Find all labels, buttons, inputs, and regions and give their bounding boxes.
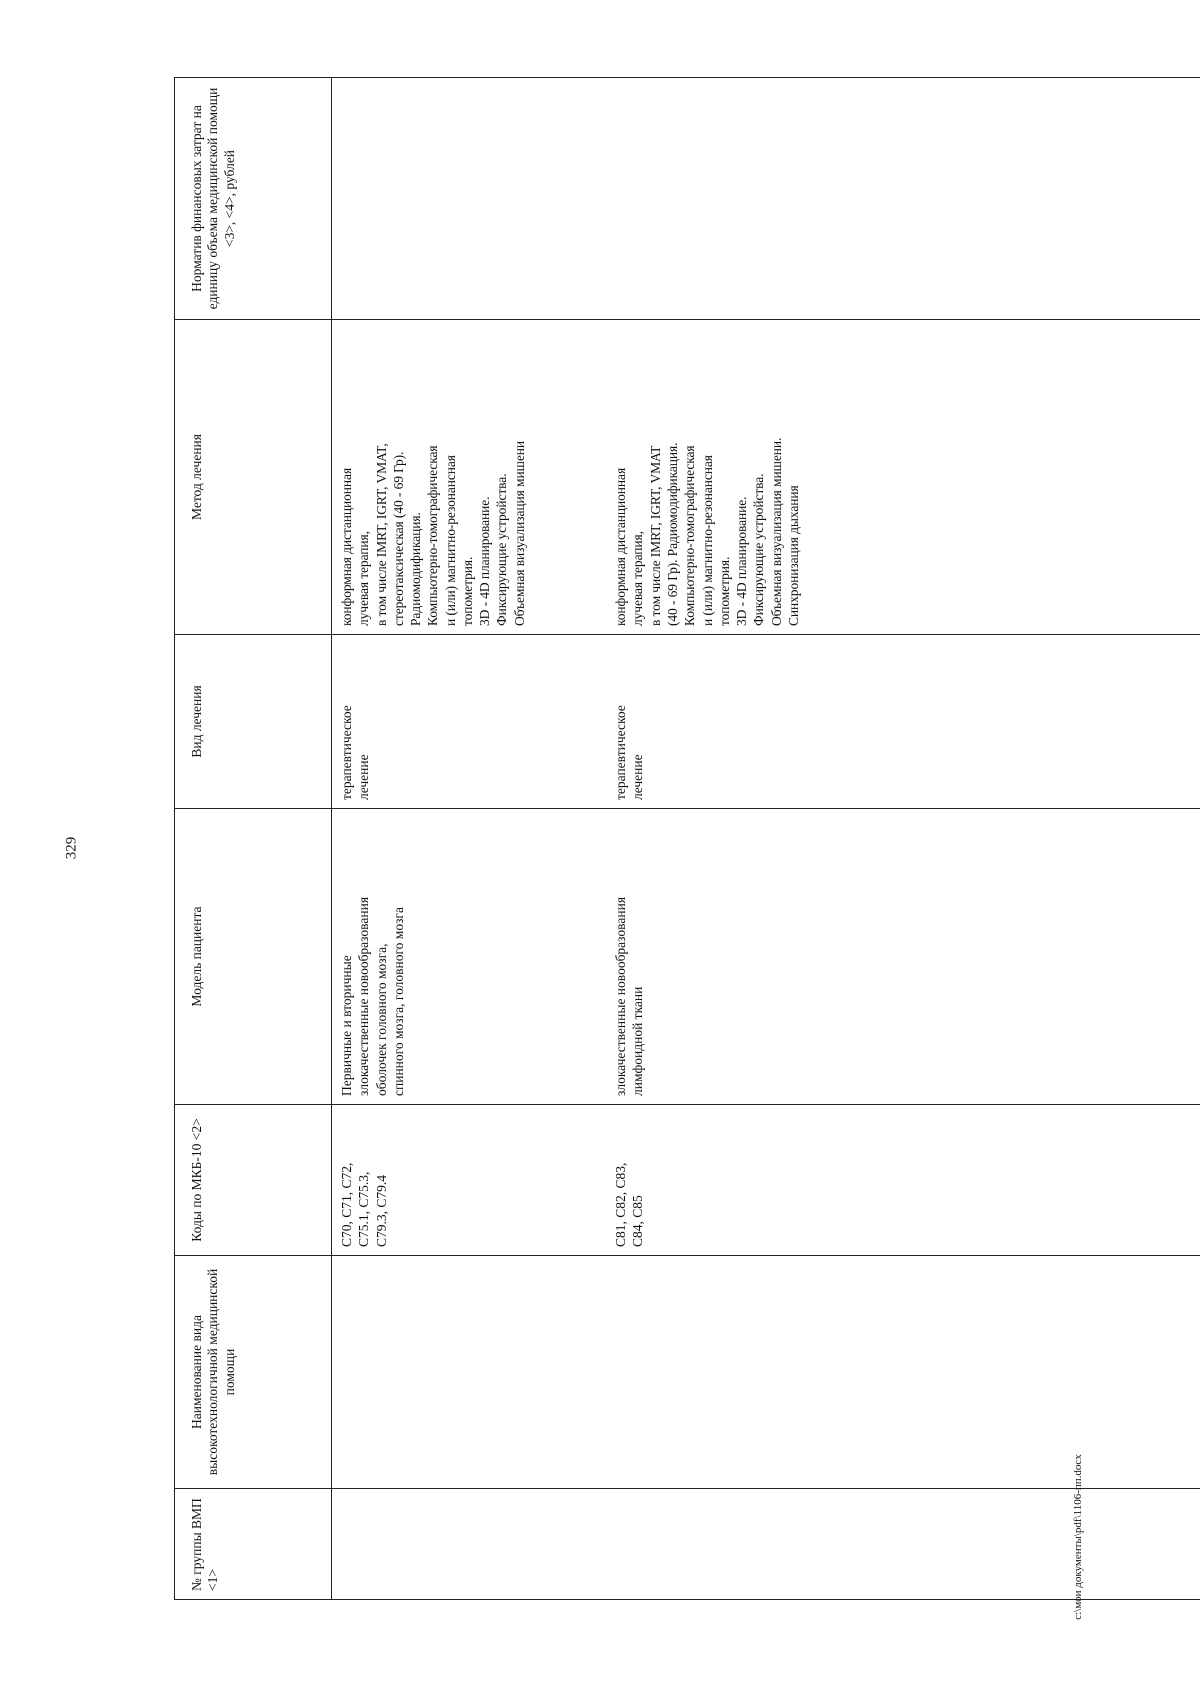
cell-icd-codes: C70, C71, C72, C75.1, C75.3, C79.3, C79.4 xyxy=(332,1105,613,1256)
header-cost-standard: Норматив финансовых затрат на единицу объема медицинской помощи <3>, <4>, рублей xyxy=(175,78,332,320)
header-patient-model: Модель пациента xyxy=(175,809,332,1105)
cell-group-number xyxy=(332,1489,613,1600)
header-row xyxy=(175,78,332,1600)
cell-icd-codes: C81, C82, C83, C84, C85 xyxy=(612,1105,1200,1256)
header-treatment-method: Метод лечения xyxy=(175,320,332,635)
table-row xyxy=(612,78,1200,1600)
cell-vmp-name xyxy=(332,1256,613,1489)
header-icd-codes: Коды по МКБ-10 <2> xyxy=(175,1105,332,1256)
vmp-table xyxy=(174,77,1200,1600)
cell-group-number xyxy=(612,1489,1200,1600)
table-row xyxy=(332,78,613,1600)
footer-file-path: c:\мои документы\pdf\1106-пп.docx xyxy=(1072,1454,1084,1620)
cell-vmp-name xyxy=(612,1256,1200,1489)
cell-treatment-method: конформная дистанционная лучевая терапия, в том числе IMRT, IGRT, VMAT, стереотаксическая (40 - 69 Гр). Радиомодификация. Компьютерно-томографическая и (или) магнитно-резонансная топометрия. 3D - 4D планирование. Фиксирующие устройства. Объемная визуализация мишени xyxy=(332,320,613,635)
header-treatment-type: Вид лечения xyxy=(175,635,332,809)
table-container xyxy=(174,78,1200,1600)
table-header xyxy=(175,78,332,1600)
cell-treatment-type: терапевтическое лечение xyxy=(332,635,613,809)
cell-cost-standard xyxy=(612,78,1200,320)
table-body xyxy=(332,78,1200,1600)
cell-cost-standard xyxy=(332,78,613,320)
cell-treatment-type: терапевтическое лечение xyxy=(612,635,1200,809)
cell-patient-model: злокачественные новообразования лимфоидной ткани xyxy=(612,809,1200,1105)
page-number: 329 xyxy=(63,836,80,860)
cell-treatment-method: конформная дистанционная лучевая терапия, в том числе IMRT, IGRT, VMAT (40 - 69 Гр). Радиомодификация. Компьютерно-томографическая и (или) магнитно-резонансная топометрия. 3D - 4D планирование. Фиксирующие устройства. Объемная визуализация мишени. Синхронизация дыхания xyxy=(612,320,1200,635)
header-vmp-name: Наименование вида высокотехнологичной медицинской помощи xyxy=(175,1256,332,1489)
header-group-number: № группы ВМП <1> xyxy=(175,1489,332,1600)
cell-patient-model: Первичные и вторичные злокачественные новообразования оболочек головного мозга, спинного мозга, головного мозга xyxy=(332,809,613,1105)
